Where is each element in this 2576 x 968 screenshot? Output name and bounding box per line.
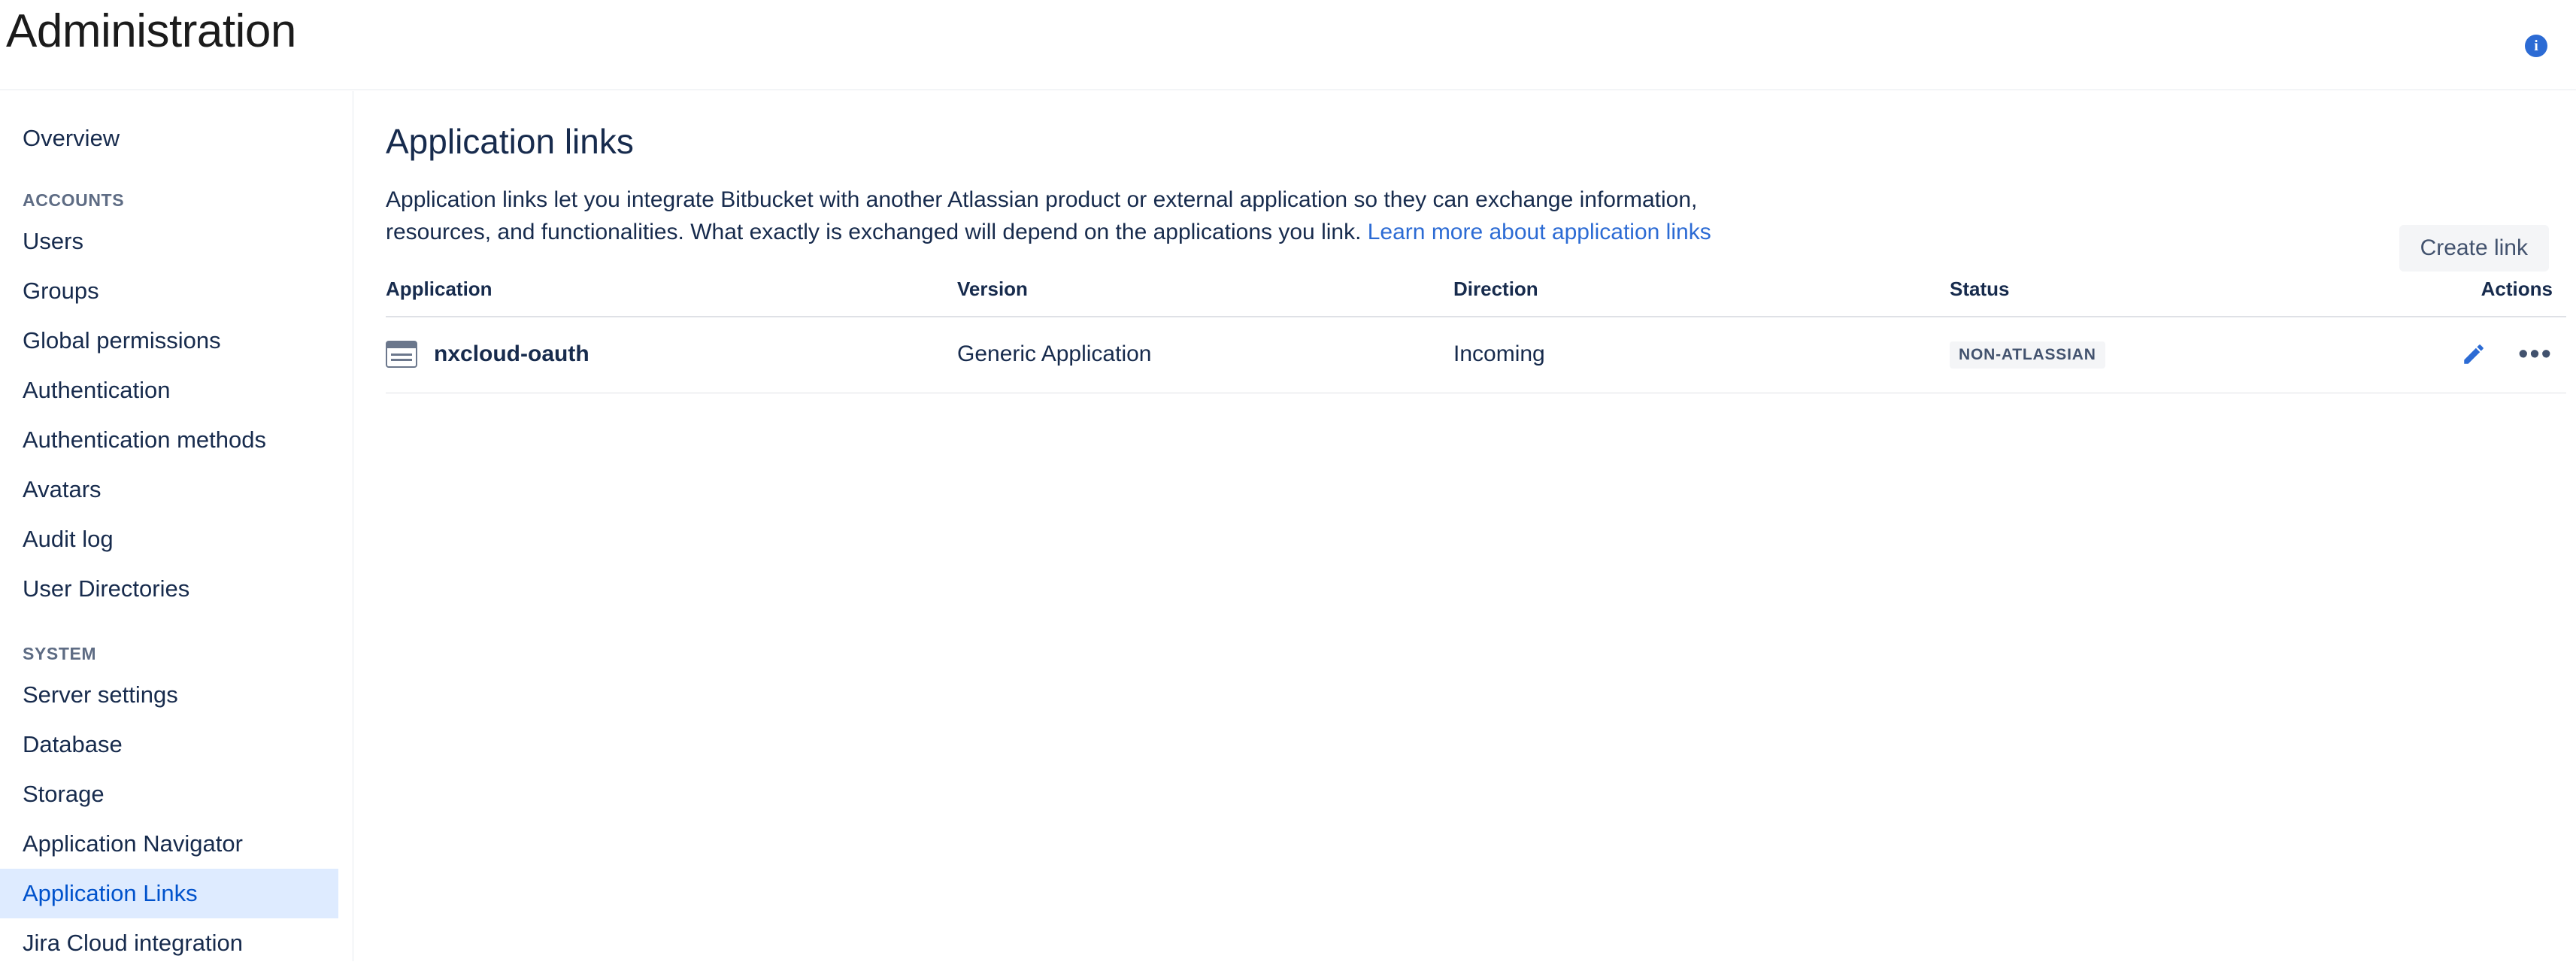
content-description bbox=[386, 184, 1799, 249]
sidebar-item-users[interactable]: Users bbox=[23, 228, 83, 254]
column-header-version: Version bbox=[957, 278, 1453, 317]
sidebar-item-global-permissions[interactable]: Global permissions bbox=[23, 327, 221, 354]
page-header bbox=[0, 0, 2576, 90]
table-header-row bbox=[386, 278, 2566, 317]
content-title: Application links bbox=[386, 122, 634, 161]
sidebar-item-audit-log[interactable]: Audit log bbox=[23, 526, 114, 552]
cell-status bbox=[1950, 317, 2401, 393]
application-icon bbox=[386, 341, 417, 368]
cell-actions bbox=[2401, 317, 2566, 393]
info-icon[interactable]: i bbox=[2525, 35, 2547, 57]
more-actions-icon[interactable]: ••• bbox=[2518, 338, 2553, 370]
sidebar-item-application-links[interactable]: Application Links bbox=[0, 869, 338, 918]
sidebar-item-avatars[interactable]: Avatars bbox=[23, 476, 102, 502]
edit-icon[interactable] bbox=[2461, 341, 2487, 367]
sidebar bbox=[0, 91, 353, 961]
create-link-button[interactable]: Create link bbox=[2399, 225, 2549, 272]
sidebar-section-system: SYSTEM bbox=[23, 644, 97, 663]
column-header-status: Status bbox=[1950, 278, 2401, 317]
sidebar-item-user-directories[interactable]: User Directories bbox=[23, 575, 190, 602]
cell-application bbox=[386, 317, 957, 393]
cell-direction: Incoming bbox=[1453, 317, 1950, 393]
status-badge: NON-ATLASSIAN bbox=[1950, 341, 2105, 369]
sidebar-item-overview[interactable]: Overview bbox=[23, 125, 120, 151]
table-row bbox=[386, 317, 2566, 393]
description-text: Application links let you integrate Bitbucket with another Atlassian product or external application so they can exchange information, resources, and functionalities. What exactly is exchanged will depend on the applications you link. bbox=[386, 187, 1698, 244]
column-header-actions: Actions bbox=[2401, 278, 2566, 317]
sidebar-item-database[interactable]: Database bbox=[23, 731, 123, 757]
application-name: nxcloud-oauth bbox=[434, 341, 589, 366]
sidebar-item-authentication[interactable]: Authentication bbox=[23, 377, 171, 403]
sidebar-item-storage[interactable]: Storage bbox=[23, 781, 105, 807]
column-header-direction: Direction bbox=[1453, 278, 1950, 317]
cell-version: Generic Application bbox=[957, 317, 1453, 393]
learn-more-link[interactable]: Learn more about application links bbox=[1367, 219, 1711, 244]
sidebar-item-authentication-methods[interactable]: Authentication methods bbox=[23, 426, 266, 453]
sidebar-item-application-navigator[interactable]: Application Navigator bbox=[23, 830, 243, 857]
sidebar-item-groups[interactable]: Groups bbox=[23, 278, 99, 304]
column-header-application: Application bbox=[386, 278, 957, 317]
sidebar-section-accounts: ACCOUNTS bbox=[23, 190, 125, 210]
sidebar-item-jira-cloud-integration[interactable]: Jira Cloud integration bbox=[23, 930, 243, 956]
application-links-table bbox=[386, 278, 2566, 393]
sidebar-item-server-settings[interactable]: Server settings bbox=[23, 681, 178, 708]
page-title: Administration bbox=[6, 5, 296, 57]
main-content bbox=[354, 91, 2576, 961]
